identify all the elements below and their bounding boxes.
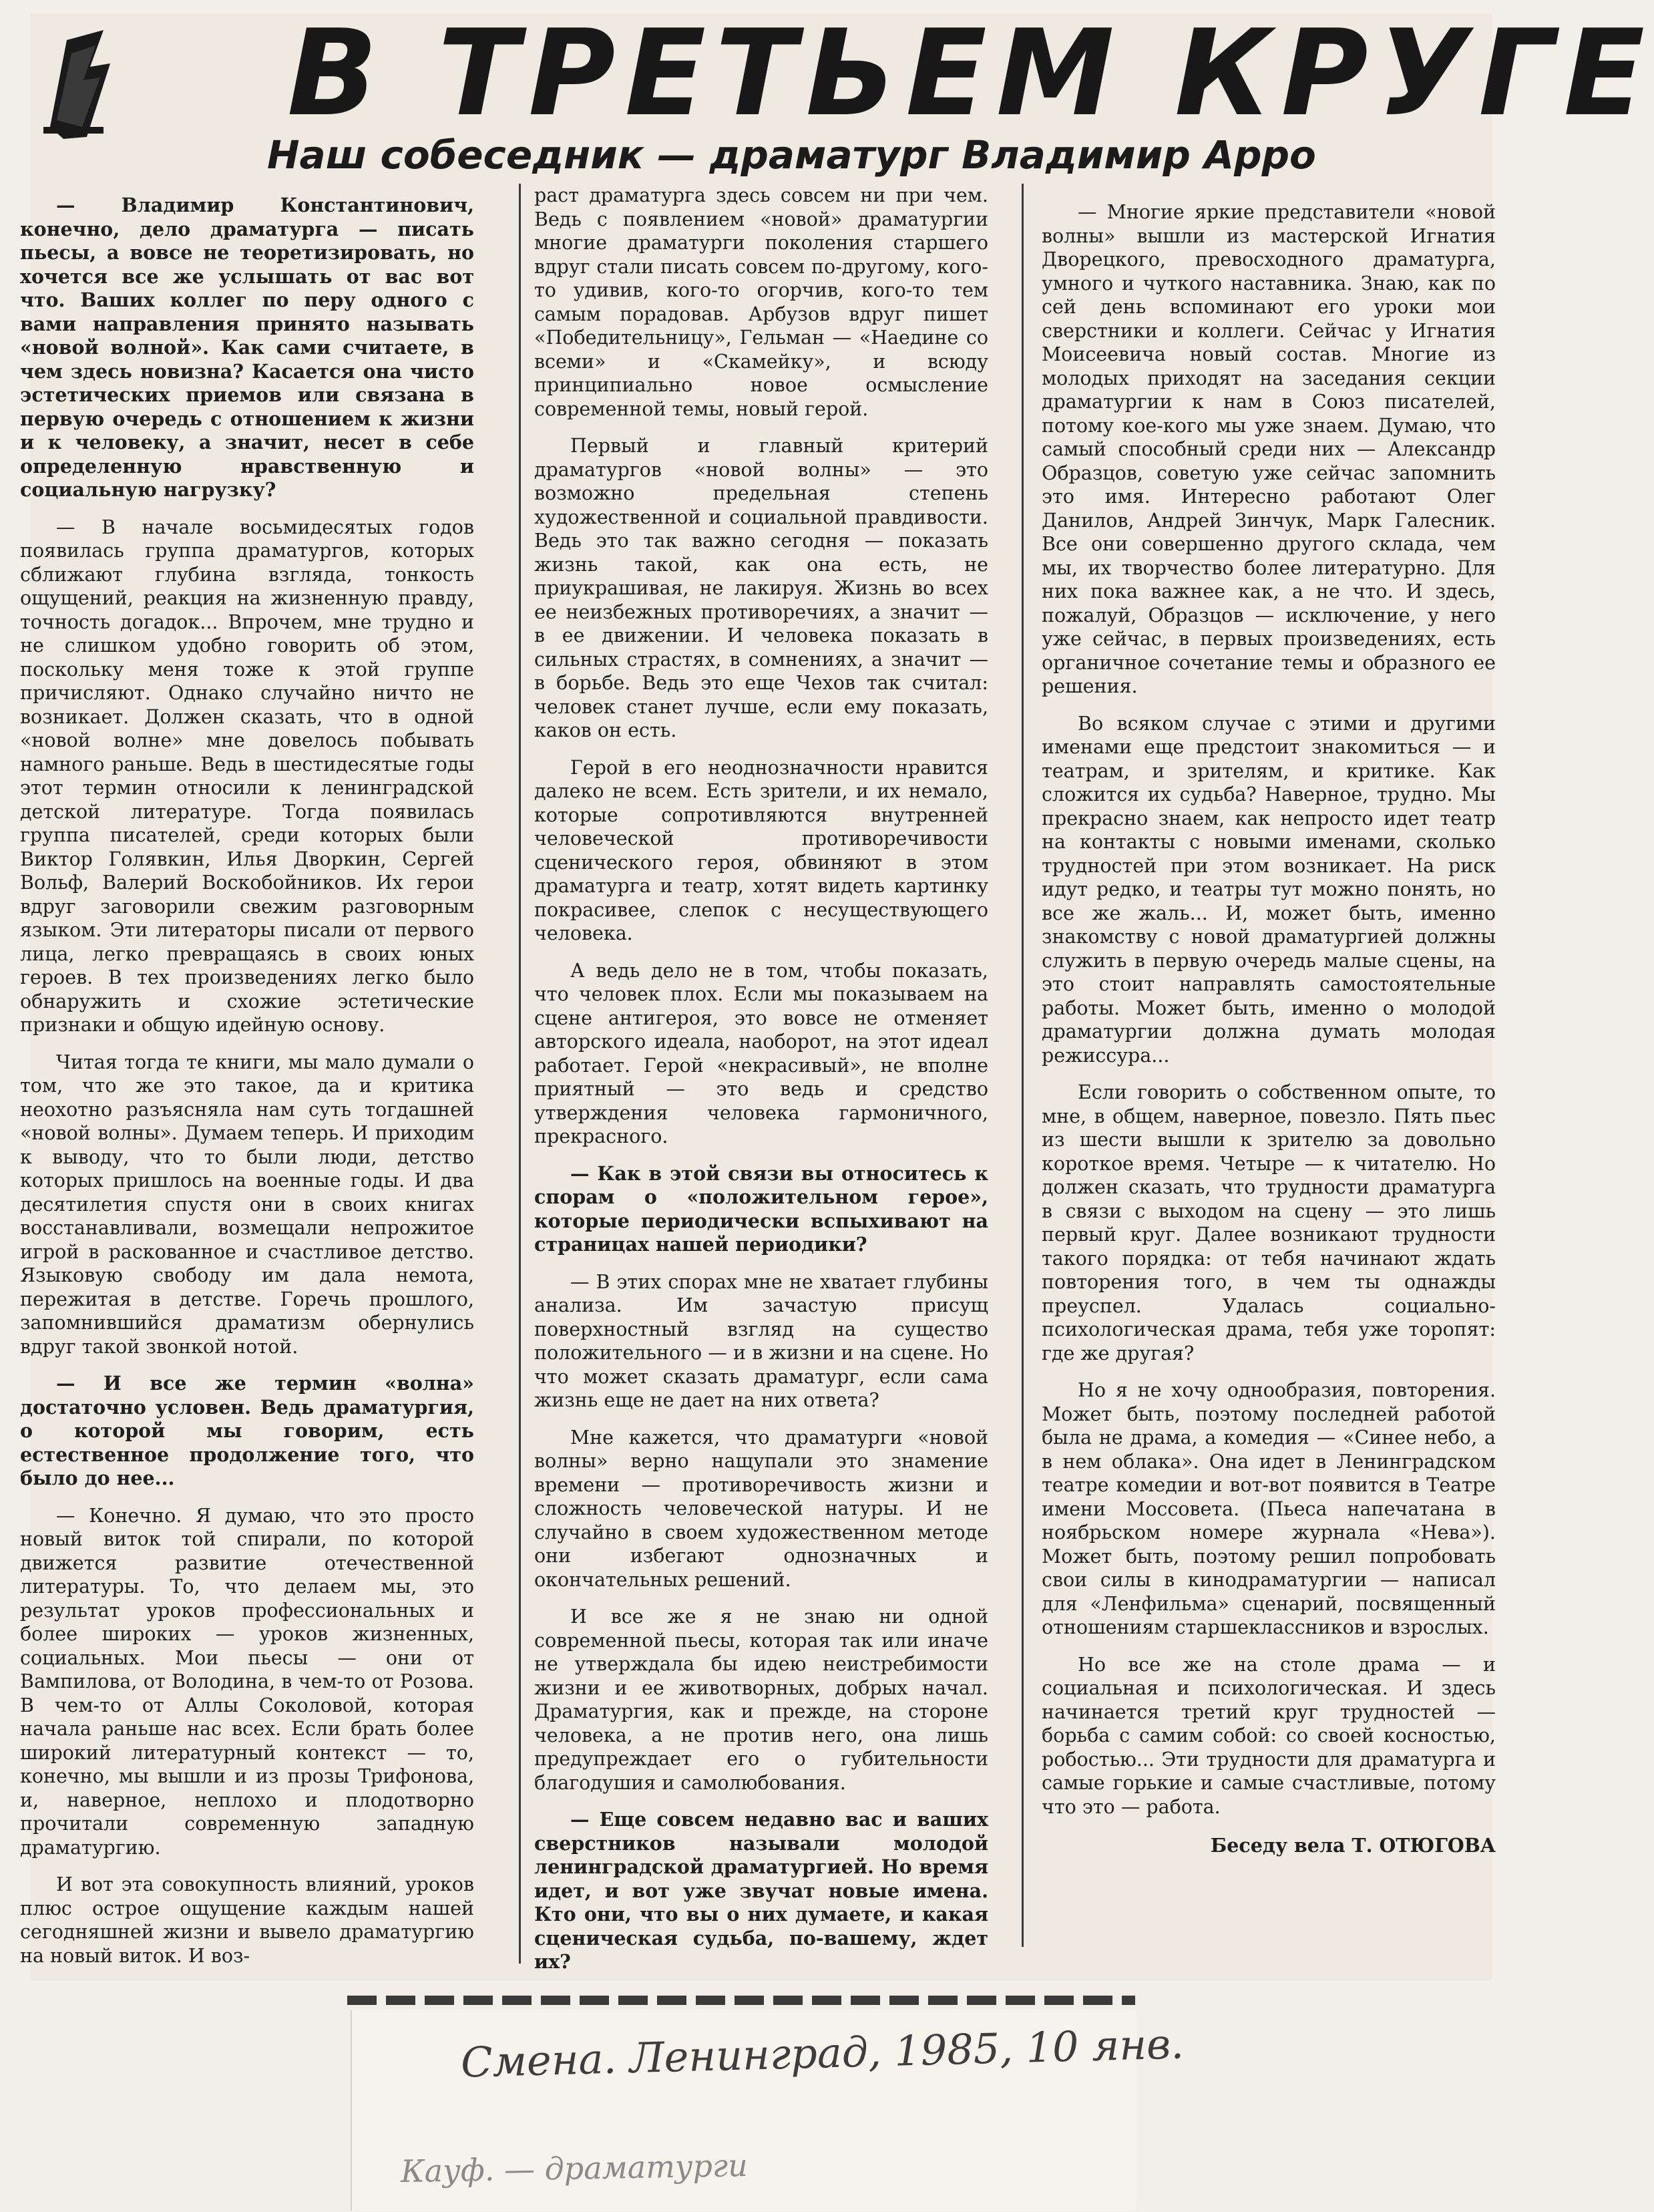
handwritten-source-note: Смена. Ленинград, 1985, 10 янв.: [460, 2019, 1185, 2087]
interview-question: — И все же термин «волна» достаточно условен. Ведь драматургия, о которой мы говорим, есть естественное продолжение того, что было до нее...: [20, 1372, 474, 1489]
interview-answer-paragraph: Во всяком случае с этими и другими именами еще предстоит знакомиться — и театрам, и зрителям, и критике. Как сложится их судьба? Наверное, трудно. Мы прекрасно знаем, как непросто идет театр на контакты с новыми именами, сколько трудностей при этом возникает. На риск идут редко, и театры тут можно понять, но все же жаль... И, может быть, именно знакомству с новой драматургией должны служить в первую очередь малые сцены, на это стоит направлять самостоятельные работы. Может быть, именно о молодой драматургии должна думать молодая режиссура...: [1042, 712, 1496, 1067]
interview-answer-paragraph: Если говорить о собственном опыте, то мне, в общем, наверное, повезло. Пять пьес из шести вышли к зрителю за довольно короткое время. Четыре — к читателю. Но должен сказать, что трудности драматурга в связи с выходом на сцену — это лишь первый круг. Далее возникают трудности такого порядка: от тебя начинают ждать повторения того, в чем ты однажды преуспел. Удалась социально-психологическая драма, тебя уже торопят: где же другая?: [1042, 1081, 1496, 1364]
cut-line: [347, 1996, 1135, 2005]
article-signature: Беседу вела Т. ОТЮГОВА: [1210, 1834, 1496, 1857]
article-column-3: [1042, 200, 1496, 1950]
interview-answer-paragraph: Читая тогда те книги, мы мало думали о том, что же это такое, да и критика неохотно разъясняла нам суть тогдашней «новой волны». Думаем теперь. И приходим к выводу, что то были люди, детство которых пришлось на военные годы. И два десятилетия спустя они в своих книгах восстанавливали, возмещали непрожитое игрой в раскованное и счастливое детство. Языковую свободу им дала немота, пережитая в детстве. Горечь прошлого, запомнившийся драматизм обернулись вдруг такой звонкой нотой.: [20, 1051, 474, 1358]
interview-answer-paragraph: Но я не хочу однообразия, повторения. Может быть, поэтому последней работой была не драма, а комедия — «Синее небо, а в нем облака». Она идет в Ленинградском театре комедии и вот-вот появится в Театре имени Моссовета. (Пьеса напечатана в ноябрьском номере журнала «Нева»). Может быть, поэтому решил попробовать свои силы в кинодраматургии — написал для «Ленфильма» сценарий, посвященный отношениям старшеклассников и взрослых.: [1042, 1379, 1496, 1638]
column-divider: [1022, 184, 1024, 1947]
article-column-1: [20, 194, 474, 1967]
column-divider: [519, 184, 521, 1964]
handwritten-pencil-note: Кауф. — драматурги: [400, 2147, 749, 2190]
interview-answer-paragraph: раст драматурга здесь совсем ни при чем. Ведь с появлением «новой» драматургии многие драматурги поколения старшего вдруг стали писать совсем по-другому, кого-то удивив, кого-то огорчив, кого-то тем самым порадовав. Арбузов вдруг пишет «Победительницу», Гельман — «Наедине со всеми» и «Скамейку», и всюду принципиально новое осмысление современной темы, новый герой.: [534, 184, 988, 420]
interview-answer-paragraph: И вот эта совокупность влияний, уроков плюс острое ощущение каждым нашей сегодняшней жизни и вывело драматургию на новый виток. И воз-: [20, 1873, 474, 1967]
interview-answer-paragraph: Герой в его неоднозначности нравится далеко не всем. Есть зрители, и их немало, которые сопротивляются внутренней человеческой противоречивости сценического героя, обвиняют в этом драматурга и театр, хотят видеть картинку покрасивее, слепок с несуществующего человека.: [534, 756, 988, 944]
interview-answer-paragraph: И все же я не знаю ни одной современной пьесы, которая так или иначе не утверждала бы идею неистребимости жизни и ее животворных, добрых начал. Драматургия, как и прежде, на стороне человека, а не против него, она лишь предупреждает его о губительности благодушия и самолюбования.: [534, 1606, 988, 1794]
interview-answer-paragraph: — Конечно. Я думаю, что это просто новый виток той спирали, по которой движется развитие отечественной литературы. То, что делаем мы, это результат уроков профессиональных и более широких — уроков жизненных, социальных. Мои пьесы — они от Вампилова, от Володина, в чем-то от Розова. В чем-то от Аллы Соколовой, которая начала раньше нас всех. Если брать более широкий литературный контекст — то, конечно, мы вышли и из прозы Трифонова, и, наверное, неплохо и плодотворно прочитали современную западную драматургию.: [20, 1504, 474, 1859]
interview-question: — Как в этой связи вы относитесь к спорам о «положительном герое», которые периодически вспыхивают на страницах нашей периодики?: [534, 1161, 988, 1256]
interview-answer-paragraph: — В начале восьмидесятых годов появилась группа драматургов, которых сближают глубина взгляда, тонкость ощущений, реакция на жизненную правду, точность догадок... Впрочем, мне трудно и не слишком удобно говорить об этом, поскольку меня тоже к этой группе причисляют. Однако случайно ничто не возникает. Должен сказать, что в одной «новой волне» мне довелось побывать намного раньше. Ведь в шестидесятые годы этот термин относили к ленинградской детской литературе. Тогда появилась группа писателей, среди которых были Виктор Голявкин, Илья Дворкин, Сергей Вольф, Валерий Воскобойников. Их герои вдруг заговорили свежим разговорным языком. Эти литераторы писали от первого лица, легко превращаясь в своих юных героев. В тех произведениях легко было обнаружить и схожие эстетические признаки и общую идейную основу.: [20, 516, 474, 1036]
interview-question: — Владимир Константинович, конечно, дело драматурга — писать пьесы, а вовсе не теоретизировать, но хочется все же услышать от вас вот что. Ваших коллег по перу одного с вами направления принято называть «новой волной». Как сами считаете, в чем здесь новизна? Касается она чисто эстетических приемов или связана в первую очередь с отношением к жизни и к человеку, а значит, несет в себе определенную нравственную и социальную нагрузку?: [20, 194, 474, 501]
interview-answer-paragraph: Первый и главный критерий драматургов «новой волны» — это возможно предельная степень художественной и социальной правдивости. Ведь это так важно сегодня — показать жизнь такой, как она есть, не приукрашивая, не лакируя. Жизнь во всех ее неизбежных противоречиях, а значит — в ее движении. И человека показать в сильных страстях, в сомнениях, а значит — в борьбе. Ведь это еще Чехов так считал: человек станет лучше, если ему показать, каков он есть.: [534, 435, 988, 741]
interview-question: — Еще совсем недавно вас и ваших сверстников называли молодой ленинградской драматургией. Но время идет, и вот уже звучат новые имена. Кто они, что вы о них думаете, и какая сценическая судьба, по-вашему, ждет их?: [534, 1808, 988, 1973]
interview-answer-paragraph: Но все же на столе драма — и социальная и психологическая. И здесь начинается третий круг трудностей — борьба с самим собой: со своей косностью, робостью... Эти трудности для драматурга и самые горькие и самые счастливые, потому что это — работа.: [1042, 1653, 1496, 1818]
interview-answer-paragraph: — Многие яркие представители «новой волны» вышли из мастерской Игнатия Дворецкого, превосходного драматурга, умного и чуткого наставника. Знаю, как по сей день вспоминают его уроки мои сверстники и коллеги. Сейчас у Игнатия Моисеевича новый состав. Многие из молодых приходят на заседания секции драматургии к нам в Союз писателей, потому кое-кого мы уже знаем. Думаю, что самый способный среди них — Александр Образцов, советую уже сейчас запомнить это имя. Интересно работают Олег Данилов, Андрей Зинчук, Марк Галесник. Все они совершенно другого склада, чем мы, их творчество более литературно. Для них пока важнее как, а не что. И здесь, пожалуй, Образцов — исключение, у него уже сейчас, в первых произведениях, есть органичное сочетание темы и образного ее решения.: [1042, 201, 1496, 697]
book-logo-icon: [37, 27, 120, 140]
interview-answer-paragraph: Мне кажется, что драматурги «новой волны» верно нащупали это знамение времени — противоречивость жизни и сложность человеческой натуры. И не случайно в своем художественном методе они избегают однозначных и окончательных решений.: [534, 1426, 988, 1591]
article-column-2: [534, 184, 988, 1973]
interview-answer-paragraph: — В этих спорах мне не хватает глубины анализа. Им зачастую присущ поверхностный взгляд на существо положительного — и в жизни и на сцене. Но что может сказать драматург, если сама жизнь еще не дает на них ответа?: [534, 1270, 988, 1411]
interview-answer-paragraph: А ведь дело не в том, чтобы показать, что человек плох. Если мы показываем на сцене антигероя, это вовсе не отменяет авторского идеала, наоборот, на этот идеал работает. Герой «некрасивый», не вполне приятный — это ведь и средство утверждения человека гармоничного, прекрасного.: [534, 959, 988, 1147]
article-headline: В ТРЕТЬЕМ КРУГЕ: [287, 4, 1654, 142]
article-subtitle: Наш собеседник — драматург Владимир Арро: [267, 132, 1316, 178]
